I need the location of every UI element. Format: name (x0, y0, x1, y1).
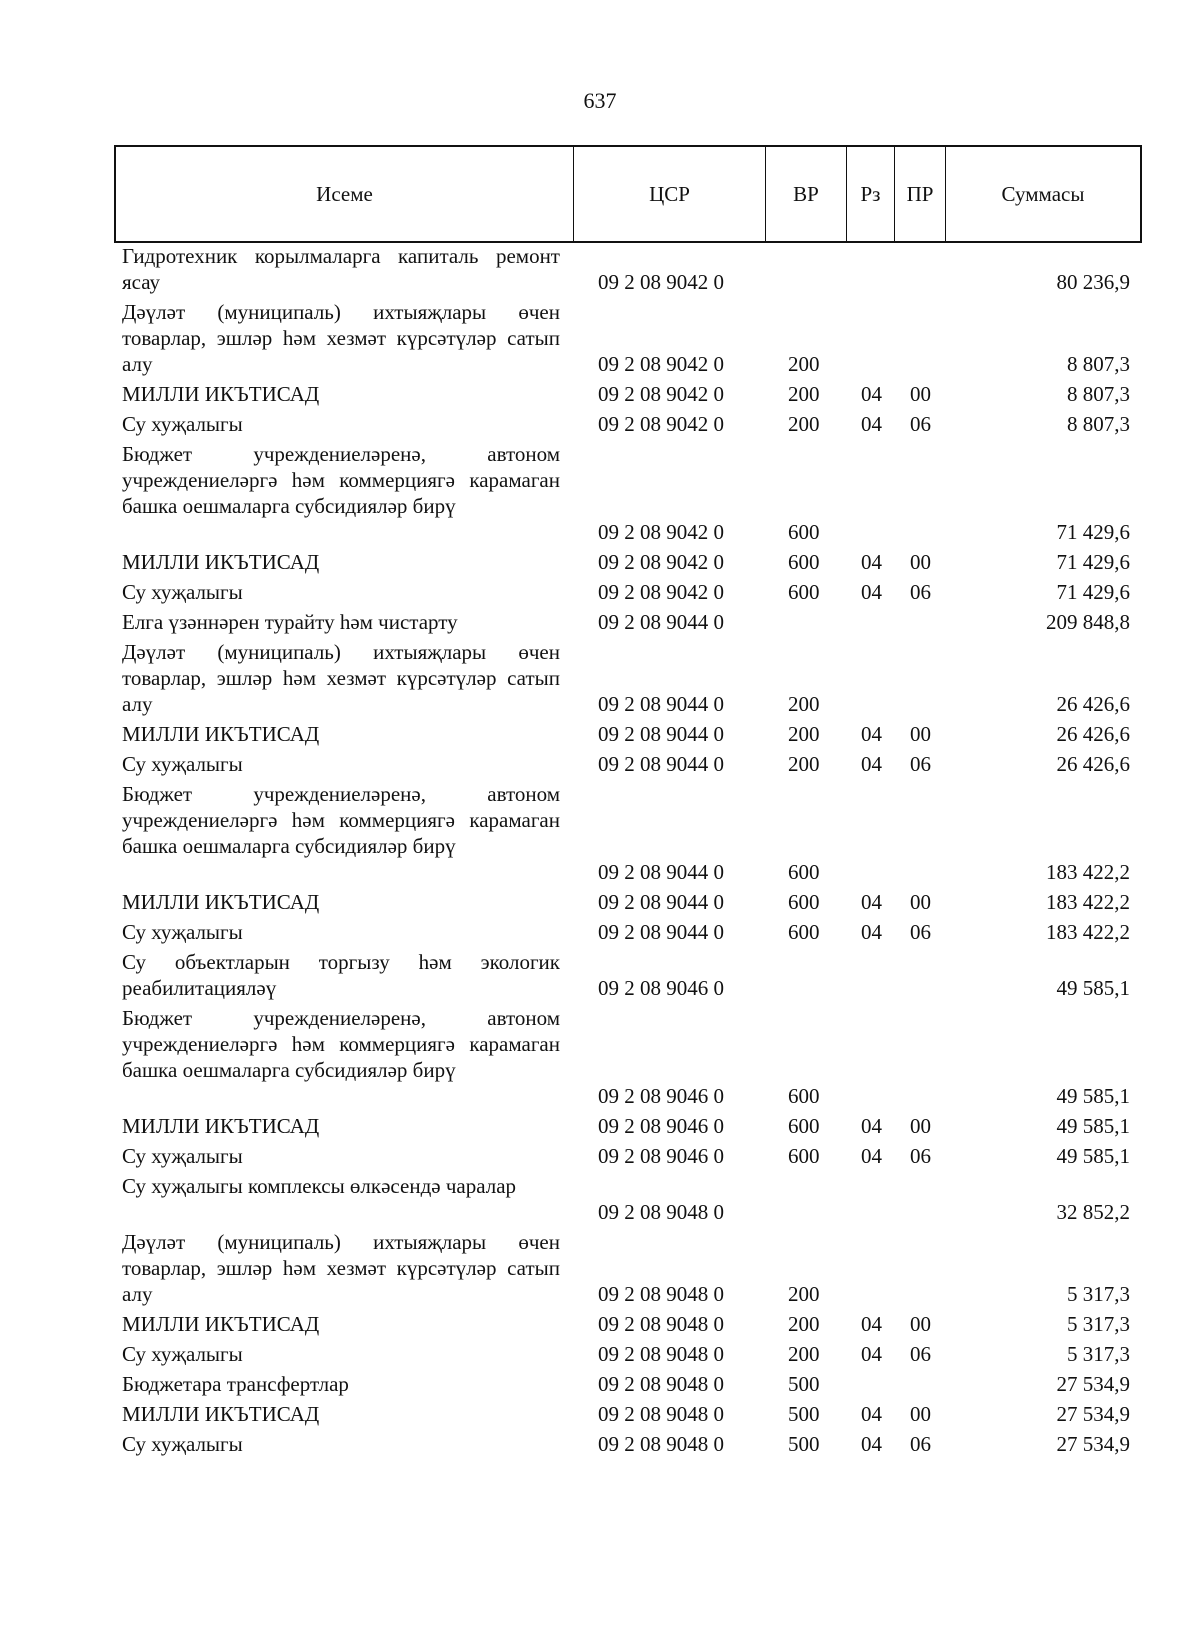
header-csr: ЦСР (574, 147, 766, 241)
row-name: Бюджет учреждениеләренә, автоном учреждениеләргә һәм коммерциягә карамаган башка оешмаларга субсидияләр бирү (122, 782, 560, 858)
row-csr: 09 2 08 9042 0 (598, 550, 724, 574)
row-sum: 71 429,6 (1056, 550, 1130, 574)
row-csr: 09 2 08 9042 0 (598, 580, 724, 604)
table-row (0, 411, 1200, 437)
row-sum: 26 426,6 (1056, 752, 1130, 776)
row-csr: 09 2 08 9048 0 (598, 1432, 724, 1456)
row-rz: 04 (861, 580, 882, 604)
row-sum: 71 429,6 (1056, 520, 1130, 544)
row-name: МИЛЛИ ИКЪТИСАД (122, 722, 320, 746)
row-csr: 09 2 08 9042 0 (598, 382, 724, 406)
row-pr: 06 (910, 752, 931, 776)
row-name: Су хуҗалыгы (122, 920, 243, 944)
row-rz: 04 (861, 412, 882, 436)
row-csr: 09 2 08 9044 0 (598, 722, 724, 746)
row-sum: 26 426,6 (1056, 722, 1130, 746)
row-vr: 600 (788, 550, 820, 574)
row-vr: 200 (788, 1282, 820, 1306)
row-sum: 5 317,3 (1067, 1312, 1130, 1336)
row-csr: 09 2 08 9048 0 (598, 1200, 724, 1224)
page-number: 637 (583, 88, 617, 113)
row-vr: 200 (788, 692, 820, 716)
row-rz: 04 (861, 1114, 882, 1138)
row-pr: 06 (910, 412, 931, 436)
row-name: Су хуҗалыгы комплексы өлкәсендә чаралар (122, 1174, 517, 1198)
table-body (0, 243, 1200, 1461)
row-name: Бюджет учреждениеләренә, автоном учреждениеләргә һәм коммерциягә карамаган башка оешмаларга субсидияләр бирү (122, 1006, 560, 1082)
table-row (0, 381, 1200, 407)
row-sum: 8 807,3 (1067, 352, 1130, 376)
header-vr: ВР (766, 147, 847, 241)
table-row (0, 1229, 1200, 1307)
row-vr: 600 (788, 1114, 820, 1138)
row-vr: 200 (788, 412, 820, 436)
row-csr: 09 2 08 9046 0 (598, 1144, 724, 1168)
row-sum: 71 429,6 (1056, 580, 1130, 604)
row-sum: 183 422,2 (1046, 860, 1130, 884)
row-vr: 600 (788, 580, 820, 604)
row-csr: 09 2 08 9044 0 (598, 890, 724, 914)
row-csr: 09 2 08 9042 0 (598, 352, 724, 376)
row-name: МИЛЛИ ИКЪТИСАД (122, 1312, 320, 1336)
row-rz: 04 (861, 1342, 882, 1366)
row-vr: 600 (788, 520, 820, 544)
row-sum: 26 426,6 (1056, 692, 1130, 716)
row-name: Елга үзәннәрен турайту һәм чистарту (122, 610, 458, 634)
row-csr: 09 2 08 9044 0 (598, 692, 724, 716)
row-sum: 209 848,8 (1046, 610, 1130, 634)
row-rz: 04 (861, 722, 882, 746)
row-name: Дәүләт (муниципаль) ихтыяҗлары өчен товарлар, эшләр һәм хезмәт күрсәтүләр сатып алу (122, 1230, 560, 1306)
row-sum: 183 422,2 (1046, 920, 1130, 944)
table-row (0, 1371, 1200, 1397)
row-name: Су хуҗалыгы (122, 1144, 243, 1168)
row-pr: 00 (910, 1402, 931, 1426)
row-rz: 04 (861, 752, 882, 776)
row-sum: 49 585,1 (1056, 1144, 1130, 1168)
row-vr: 600 (788, 1084, 820, 1108)
row-pr: 06 (910, 1342, 931, 1366)
row-rz: 04 (861, 1402, 882, 1426)
row-pr: 00 (910, 1114, 931, 1138)
row-sum: 49 585,1 (1056, 976, 1130, 1000)
table-row (0, 751, 1200, 777)
row-csr: 09 2 08 9048 0 (598, 1402, 724, 1426)
row-sum: 27 534,9 (1056, 1372, 1130, 1396)
row-name: МИЛЛИ ИКЪТИСАД (122, 1114, 320, 1138)
row-csr: 09 2 08 9048 0 (598, 1312, 724, 1336)
row-name: Су хуҗалыгы (122, 580, 243, 604)
row-csr: 09 2 08 9044 0 (598, 860, 724, 884)
row-name: Дәүләт (муниципаль) ихтыяҗлары өчен товарлар, эшләр һәм хезмәт күрсәтүләр сатып алу (122, 300, 560, 376)
row-vr: 200 (788, 352, 820, 376)
row-sum: 5 317,3 (1067, 1342, 1130, 1366)
row-csr: 09 2 08 9042 0 (598, 520, 724, 544)
table-row (0, 949, 1200, 1001)
row-pr: 00 (910, 890, 931, 914)
table-row (0, 1431, 1200, 1457)
row-sum: 5 317,3 (1067, 1282, 1130, 1306)
row-sum: 8 807,3 (1067, 412, 1130, 436)
row-csr: 09 2 08 9042 0 (598, 412, 724, 436)
row-pr: 06 (910, 920, 931, 944)
row-name: МИЛЛИ ИКЪТИСАД (122, 890, 320, 914)
header-pr: ПР (895, 147, 946, 241)
header-sum: Суммасы (1001, 181, 1085, 206)
header-rz: Рз (847, 147, 895, 241)
table-row (0, 1341, 1200, 1367)
row-csr: 09 2 08 9042 0 (598, 270, 724, 294)
table-row (0, 243, 1200, 295)
table-row (0, 721, 1200, 747)
table-row (0, 639, 1200, 717)
row-name: Гидротехник корылмаларга капиталь ремонт ясау (122, 244, 560, 294)
row-name: МИЛЛИ ИКЪТИСАД (122, 1402, 320, 1426)
row-name: Бюджет учреждениеләренә, автоном учреждениеләргә һәм коммерциягә карамаган башка оешмаларга субсидияләр бирү (122, 442, 560, 518)
row-csr: 09 2 08 9044 0 (598, 610, 724, 634)
row-pr: 06 (910, 580, 931, 604)
row-pr: 00 (910, 382, 931, 406)
row-vr: 200 (788, 722, 820, 746)
row-rz: 04 (861, 920, 882, 944)
row-csr: 09 2 08 9044 0 (598, 752, 724, 776)
table-header (114, 145, 1142, 243)
row-csr: 09 2 08 9046 0 (598, 976, 724, 1000)
row-vr: 500 (788, 1432, 820, 1456)
row-name: Бюджетара трансфертлар (122, 1372, 349, 1396)
row-name: Дәүләт (муниципаль) ихтыяҗлары өчен товарлар, эшләр һәм хезмәт күрсәтүләр сатып алу (122, 640, 560, 716)
table-row (0, 889, 1200, 915)
row-sum: 49 585,1 (1056, 1084, 1130, 1108)
row-pr: 00 (910, 1312, 931, 1336)
table-row (0, 919, 1200, 945)
row-csr: 09 2 08 9048 0 (598, 1372, 724, 1396)
row-rz: 04 (861, 382, 882, 406)
header-name: Исеме (116, 147, 574, 241)
row-sum: 49 585,1 (1056, 1114, 1130, 1138)
row-name: Су объектларын торгызу һәм экологик реабилитацияләү (122, 950, 560, 1000)
table-row (0, 609, 1200, 635)
row-vr: 600 (788, 1144, 820, 1168)
row-rz: 04 (861, 1144, 882, 1168)
row-name: МИЛЛИ ИКЪТИСАД (122, 382, 320, 406)
row-sum: 27 534,9 (1056, 1402, 1130, 1426)
table-row (0, 579, 1200, 605)
row-vr: 600 (788, 890, 820, 914)
row-csr: 09 2 08 9044 0 (598, 920, 724, 944)
row-name: Су хуҗалыгы (122, 752, 243, 776)
row-vr: 500 (788, 1402, 820, 1426)
table-row (0, 1401, 1200, 1427)
table-row (0, 781, 1200, 885)
table-row (0, 1143, 1200, 1169)
row-name: МИЛЛИ ИКЪТИСАД (122, 550, 320, 574)
row-vr: 200 (788, 752, 820, 776)
row-csr: 09 2 08 9048 0 (598, 1342, 724, 1366)
row-csr: 09 2 08 9046 0 (598, 1114, 724, 1138)
row-pr: 06 (910, 1144, 931, 1168)
table-row (0, 549, 1200, 575)
row-vr: 500 (788, 1372, 820, 1396)
row-pr: 00 (910, 722, 931, 746)
row-csr: 09 2 08 9046 0 (598, 1084, 724, 1108)
row-name: Су хуҗалыгы (122, 412, 243, 436)
row-sum: 32 852,2 (1056, 1200, 1130, 1224)
row-name: Су хуҗалыгы (122, 1432, 243, 1456)
row-vr: 600 (788, 860, 820, 884)
table-row (0, 1113, 1200, 1139)
row-sum: 27 534,9 (1056, 1432, 1130, 1456)
row-vr: 200 (788, 1342, 820, 1366)
row-vr: 200 (788, 382, 820, 406)
row-sum: 8 807,3 (1067, 382, 1130, 406)
row-sum: 183 422,2 (1046, 890, 1130, 914)
row-sum: 80 236,9 (1056, 270, 1130, 294)
table-row (0, 1173, 1200, 1225)
row-pr: 06 (910, 1432, 931, 1456)
row-name: Су хуҗалыгы (122, 1342, 243, 1366)
row-csr: 09 2 08 9048 0 (598, 1282, 724, 1306)
row-rz: 04 (861, 550, 882, 574)
row-vr: 200 (788, 1312, 820, 1336)
row-rz: 04 (861, 890, 882, 914)
table-row (0, 299, 1200, 377)
table-row (0, 1005, 1200, 1109)
row-rz: 04 (861, 1312, 882, 1336)
table-row (0, 1311, 1200, 1337)
table-row (0, 441, 1200, 545)
row-rz: 04 (861, 1432, 882, 1456)
row-pr: 00 (910, 550, 931, 574)
row-vr: 600 (788, 920, 820, 944)
